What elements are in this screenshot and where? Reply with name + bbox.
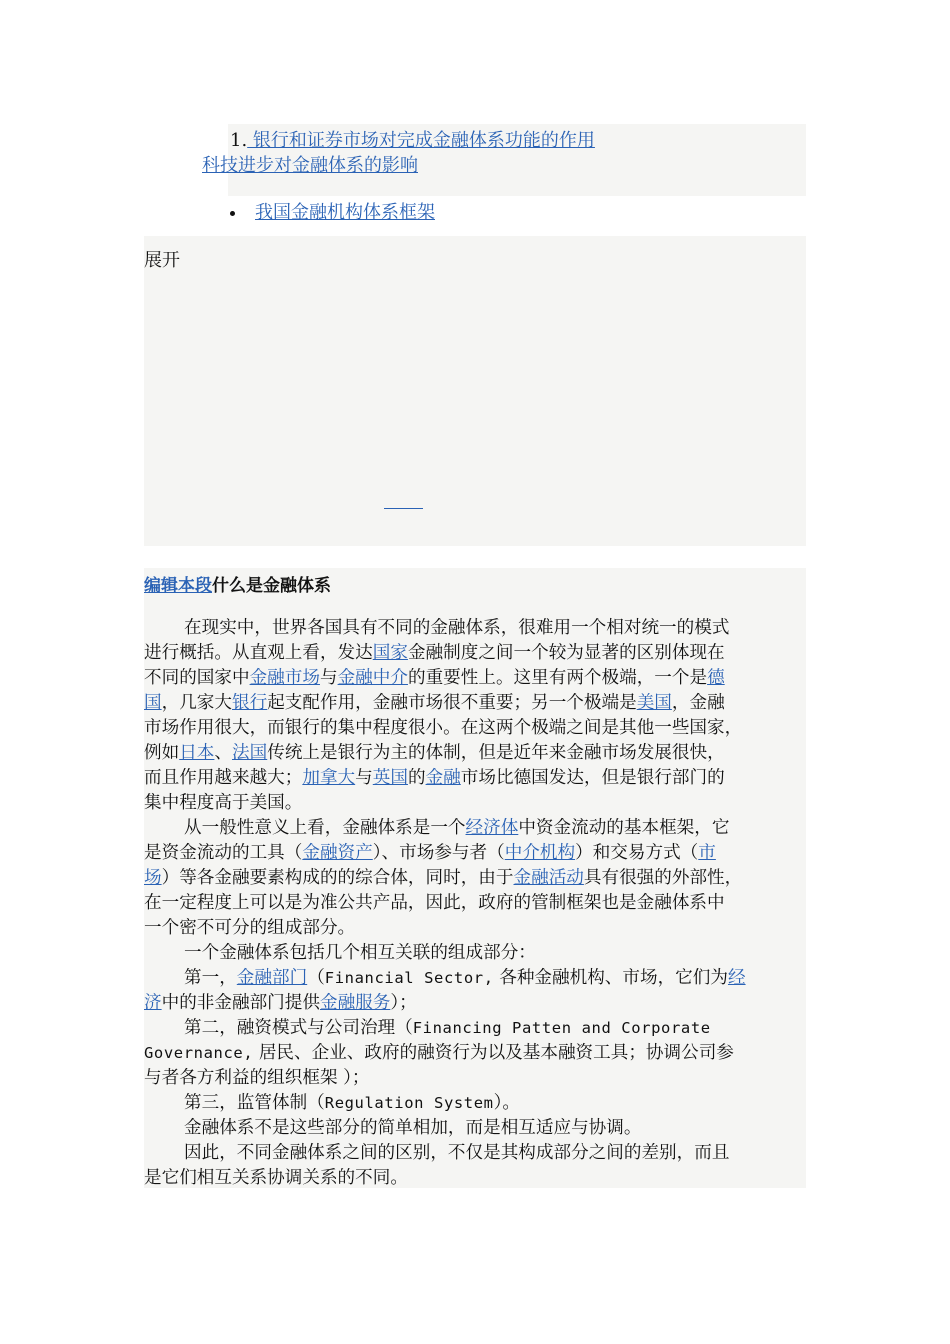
link-france[interactable]: 法国	[232, 743, 268, 763]
toc-bullet-item	[230, 198, 435, 224]
edit-section-link[interactable]: 编辑本段	[144, 576, 212, 596]
link-country[interactable]: 国家	[372, 643, 408, 663]
article-body	[144, 616, 808, 1191]
link-market-part2[interactable]: 场	[144, 868, 162, 888]
paragraph-2: 从一般性意义上看，金融体系是一个经济体中资金流动的基本框架，它 是资金流动的工具（金融资产）、市场参与者（中介机构）和交易方式（市 场）等各金融要素构成的的综合体，同时，由于金融活动具有很强的外部性， 在一定程度上可以是为准公共产品，因此，政府的管制框架也是金融体系中 一个密不可分的组成部分。	[144, 818, 743, 938]
link-market-part1[interactable]: 市	[698, 843, 716, 863]
bullet-icon	[230, 211, 235, 216]
link-economy-2-part2[interactable]: 济	[144, 993, 162, 1013]
paragraph-4: 第一，金融部门（Financial Sector, 各种金融机构、市场，它们为经 济中的非金融部门提供金融服务）；	[144, 968, 746, 1013]
toc-link-bank-securities[interactable]: 银行和证券市场对完成金融体系功能的作用	[247, 130, 595, 151]
collapse-handle-line[interactable]	[384, 508, 423, 509]
paragraph-8: 因此，不同金融体系之间的区别，不仅是其构成部分之间的差别，而且 是它们相互关系协调关系的不同。	[144, 1143, 730, 1188]
link-financial-sector[interactable]: 金融部门	[236, 968, 308, 988]
paragraph-1: 在现实中，世界各国具有不同的金融体系，很难用一个相对统一的模式 进行概括。从直观上看，发达国家金融制度之间一个较为显著的区别体现在 不同的国家中金融市场与金融中介的重要性上。这里有两个极端，一个是德 国，几家大银行起支配作用，金融市场很不重要；另一个极端是美国，金融 市场作用很大，而银行的集中程度很小。在这两个极端之间是其他一些国家， 例如日本、法国传统上是银行为主的体制，但是近年来金融市场发展很快， 而且作用越来越大；加拿大与英国的金融市场比德国发达，但是银行部门的 集中程度高于美国。	[144, 618, 743, 813]
toc-link-institution-framework[interactable]: 我国金融机构体系框架	[255, 202, 435, 223]
link-germany-part1[interactable]: 德	[707, 668, 725, 688]
toc-item-1	[230, 126, 595, 152]
link-intermediary-institutions[interactable]: 中介机构	[504, 843, 576, 863]
paragraph-5: 第二，融资模式与公司治理（Financing Patten and Corporate Governance, 居民、企业、政府的融资行为以及基本融资工具；协调公司参 与者各方利益的组织框架 ）；	[144, 1018, 734, 1088]
link-financial-intermediary[interactable]: 金融中介	[337, 668, 408, 688]
link-economy-2-part1[interactable]: 经	[727, 968, 746, 988]
link-uk[interactable]: 英国	[372, 768, 408, 788]
toc-item-2	[202, 151, 418, 177]
link-financial-market[interactable]: 金融市场	[249, 668, 320, 688]
link-economy[interactable]: 经济体	[465, 818, 519, 838]
section-title: 什么是金融体系	[212, 576, 331, 596]
link-canada[interactable]: 加拿大	[302, 768, 356, 788]
link-financial-assets[interactable]: 金融资产	[302, 843, 373, 863]
paragraph-3: 一个金融体系包括几个相互关联的组成部分：	[184, 943, 536, 963]
link-finance[interactable]: 金融	[425, 768, 461, 788]
expand-panel-background	[144, 236, 806, 546]
link-usa[interactable]: 美国	[636, 693, 672, 713]
link-financial-activities[interactable]: 金融活动	[513, 868, 584, 888]
paragraph-6: 第三，监管体制（Regulation System）。	[184, 1093, 520, 1113]
link-germany-part2[interactable]: 国	[144, 693, 162, 713]
paragraph-7: 金融体系不是这些部分的简单相加，而是相互适应与协调。	[184, 1118, 642, 1138]
expand-toggle[interactable]: 展开	[144, 250, 180, 271]
link-financial-services[interactable]: 金融服务	[319, 993, 391, 1013]
toc-link-tech-progress[interactable]: 科技进步对金融体系的影响	[202, 155, 418, 176]
link-bank[interactable]: 银行	[232, 693, 268, 713]
link-japan[interactable]: 日本	[179, 743, 215, 763]
toc-item-number: 1.	[230, 130, 248, 151]
section-heading	[144, 571, 331, 596]
